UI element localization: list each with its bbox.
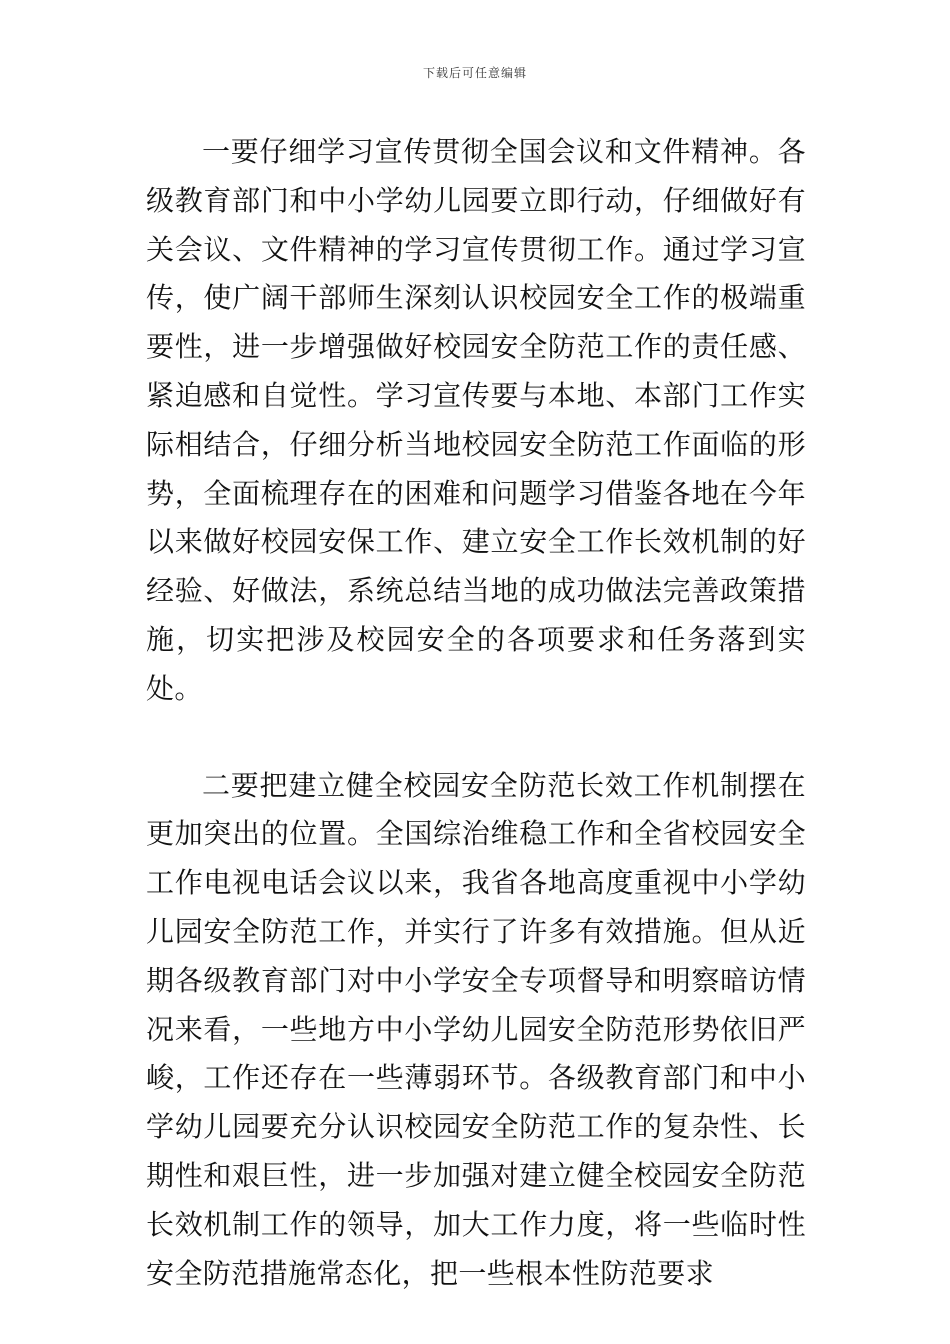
paragraph-2: 二要把建立健全校园安全防范长效工作机制摆在更加突出的位置。全国综治维稳工作和全省校园安全工作电视电话会议以来，我省各地高度重视中小学幼儿园安全防范工作，并实行了许多有效措施。但从近期各级教育部门对中小学安全专项督导和明察暗访情况来看，一些地方中小学幼儿园安全防范形势依旧严峻，工作还存在一些薄弱环节。各级教育部门和中小学幼儿园要充分认识校园安全防范工作的复杂性、长期性和艰巨性，进一步加强对建立健全校园安全防范长效机制工作的领导，加大工作力度，将一些临时性安全防范措施常态化，把一些根本性防范要求 [146,768,806,1290]
paragraph-1: 一要仔细学习宣传贯彻全国会议和文件精神。各级教育部门和中小学幼儿园要立即行动，仔细做好有关会议、文件精神的学习宣传贯彻工作。通过学习宣传，使广阔干部师生深刻认识校园安全工作的极端重要性，进一步增强做好校园安全防范工作的责任感、紧迫感和自觉性。学习宣传要与本地、本部门工作实际相结合，仔细分析当地校园安全防范工作面临的形势，全面梳理存在的困难和问题学习借鉴各地在今年以来做好校园安保工作、建立安全工作长效机制的好经验、好做法，系统总结当地的成功做法完善政策措施，切实把涉及校园安全的各项要求和任务落到实处。 [146,135,806,705]
document-body [146,128,806,1298]
page-header: 下载后可任意编辑 [422,66,527,80]
